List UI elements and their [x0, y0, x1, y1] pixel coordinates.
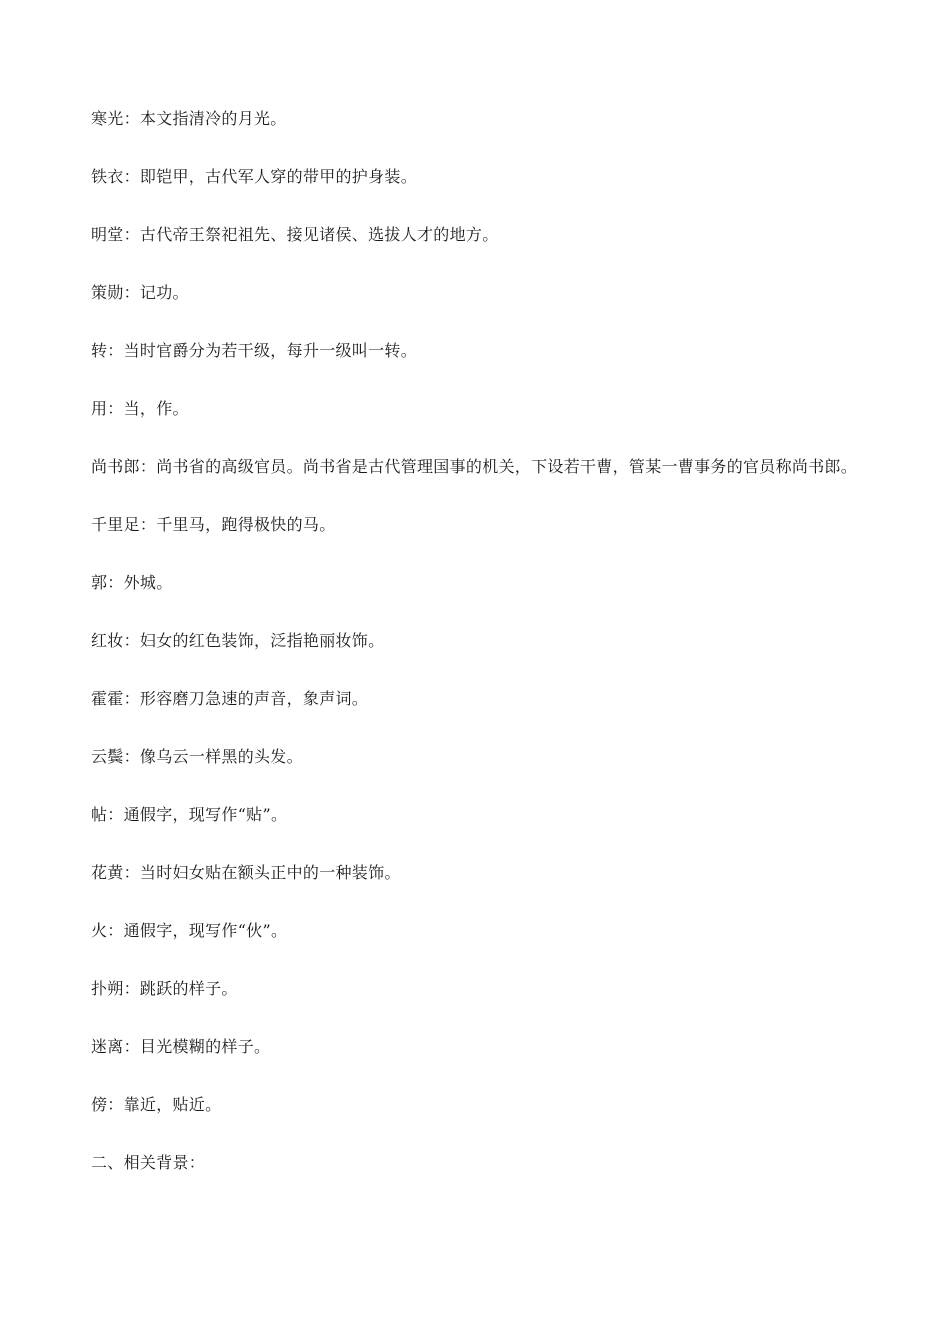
- glossary-entry-huohuo: 霍霍：形容磨刀急速的声音，象声词。: [91, 689, 369, 708]
- glossary-entry-pushuo: 扑朔：跳跃的样子。: [91, 979, 238, 998]
- glossary-entry-mingtang: 明堂：古代帝王祭祀祖先、接见诸侯、选拔人才的地方。: [91, 225, 499, 244]
- glossary-entry-yunbin: 云鬓：像乌云一样黑的头发。: [91, 747, 303, 766]
- glossary-entry-shangshulang: 尚书郎：尚书省的高级官员。尚书省是古代管理国事的机关，下设若干曹，管某一曹事务的官员称尚书郎。: [91, 457, 858, 476]
- glossary-entry-qianlizu: 千里足：千里马，跑得极快的马。: [91, 515, 336, 534]
- glossary-entry-cexun: 策勋：记功。: [91, 283, 189, 302]
- glossary-entry-guo: 郭：外城。: [91, 573, 173, 592]
- glossary-entry-yong: 用：当，作。: [91, 399, 189, 418]
- glossary-entry-bang: 傍：靠近，贴近。: [91, 1095, 222, 1114]
- glossary-entry-zhuan: 转：当时官爵分为若干级，每升一级叫一转。: [91, 341, 418, 360]
- glossary-entry-hanguang: 寒光：本文指清冷的月光。: [91, 109, 287, 128]
- glossary-entry-hongzhuang: 红妆：妇女的红色装饰，泛指艳丽妆饰。: [91, 631, 385, 650]
- glossary-entry-tieyi: 铁衣：即铠甲，古代军人穿的带甲的护身装。: [91, 167, 418, 186]
- glossary-entry-tie: 帖：通假字，现写作“贴”。: [91, 805, 288, 824]
- glossary-entry-huahuang: 花黄：当时妇女贴在额头正中的一种装饰。: [91, 863, 401, 882]
- glossary-section: [91, 98, 859, 1200]
- section-heading-background: 二、相关背景：: [91, 1153, 206, 1172]
- glossary-entry-mili: 迷离：目光模糊的样子。: [91, 1037, 271, 1056]
- glossary-entry-huo: 火：通假字，现写作“伙”。: [91, 921, 288, 940]
